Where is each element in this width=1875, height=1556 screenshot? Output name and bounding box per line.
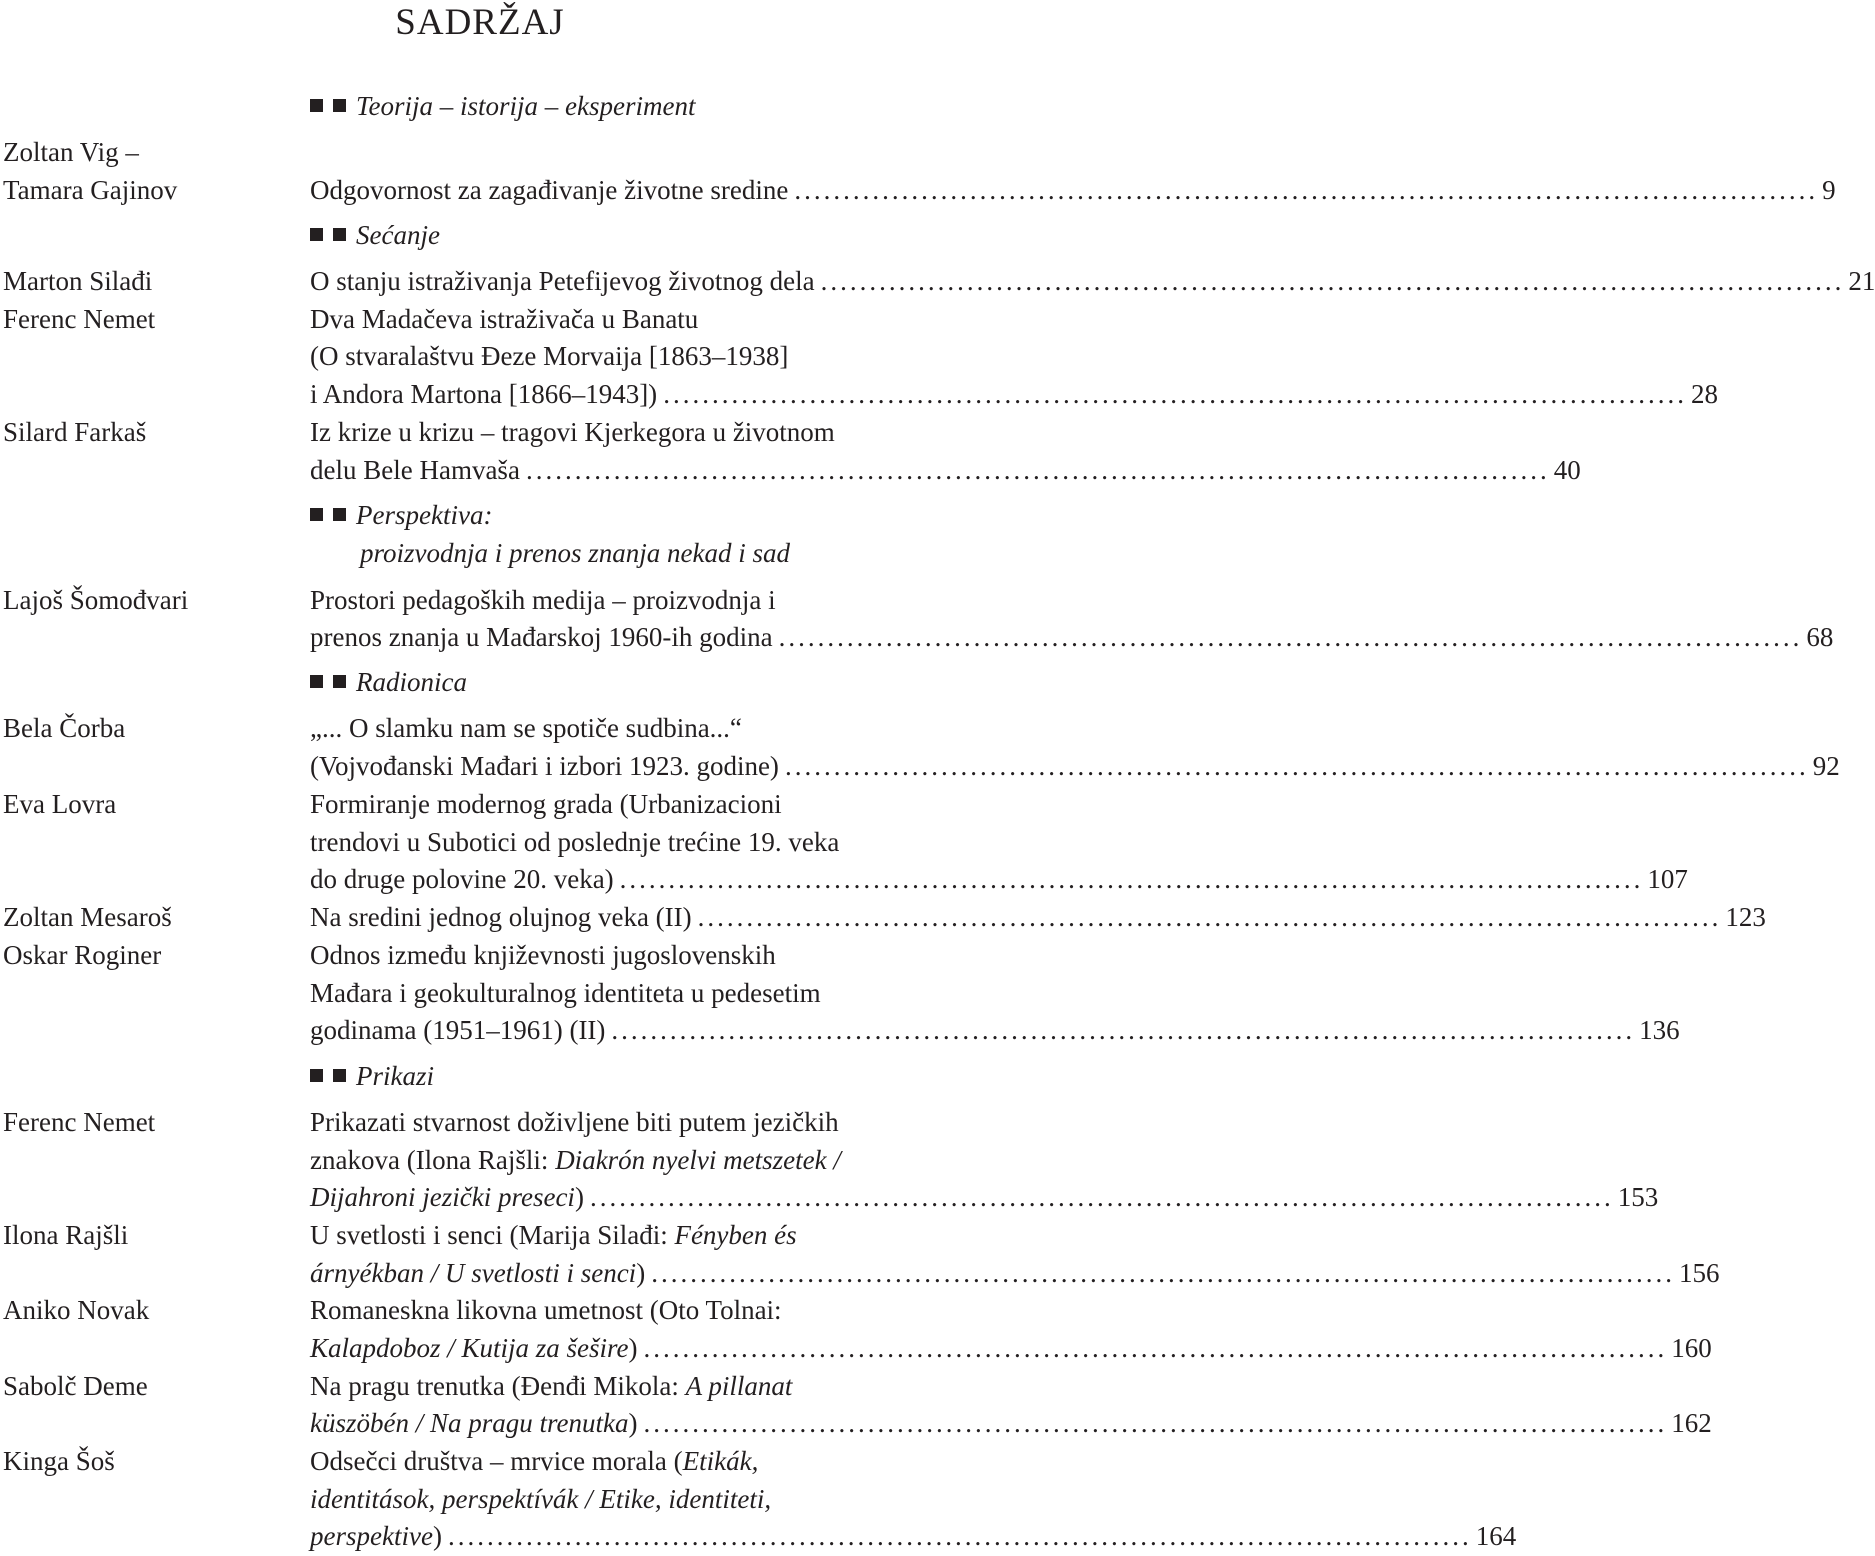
toc-entry[interactable] (310, 263, 1875, 299)
dot-leader: ......................................................................................................... (643, 1408, 1668, 1438)
entry-title: árnyékban / U svetlosti i senci) (310, 1258, 646, 1288)
author-name: Oskar Roginer (3, 940, 162, 970)
page-number: 153 (1617, 1182, 1659, 1212)
author-name: Ferenc Nemet (3, 304, 156, 334)
entry-title: Romaneskna likovna umetnost (Oto Tolnai: (310, 1295, 782, 1325)
toc-entry[interactable] (310, 748, 1840, 784)
dot-leader: ......................................................................................................... (663, 379, 1687, 409)
page-number: 162 (1671, 1408, 1712, 1438)
square-bullet-icon (333, 228, 346, 241)
page-number: 160 (1671, 1333, 1712, 1363)
author-name: Ilona Rajšli (3, 1220, 129, 1250)
entry-title: Na sredini jednog olujnog veka (II) (310, 902, 692, 932)
entry-title: Mađara i geokulturalnog identiteta u pedesetim (310, 978, 821, 1008)
section-heading (310, 497, 492, 533)
entry-title: Odgovornost za zagađivanje životne sredine (310, 175, 789, 205)
author-name: Zoltan Mesaroš (3, 902, 172, 932)
dot-leader: ......................................................................................................... (525, 455, 1550, 485)
page-number: 156 (1678, 1258, 1720, 1288)
section-label: Teorija – istorija – eksperiment (356, 91, 696, 121)
square-bullet-icon (333, 508, 346, 521)
toc-entry[interactable] (310, 1012, 1680, 1048)
dot-leader: ......................................................................................................... (651, 1258, 1675, 1288)
author-name: Sabolč Deme (3, 1371, 148, 1401)
section-label: Radionica (356, 667, 467, 697)
entry-title: Formiranje modernog grada (Urbanizacioni (310, 789, 782, 819)
entry-title: delu Bele Hamvaša (310, 455, 520, 485)
author-name: Marton Silađi (3, 266, 153, 296)
entry-title: godinama (1951–1961) (II) (310, 1015, 606, 1045)
square-bullet-icon (310, 675, 323, 688)
page-number: 21 (1848, 266, 1875, 296)
author-name: Silard Farkaš (3, 417, 147, 447)
author-name: Zoltan Vig – (3, 137, 139, 167)
square-bullet-icon (310, 1069, 323, 1082)
entry-title: Odnos između književnosti jugoslovenskih (310, 940, 776, 970)
dot-leader: ......................................................................................................... (697, 902, 1722, 932)
toc-entry[interactable] (310, 452, 1581, 488)
dot-leader: ......................................................................................................... (784, 751, 1809, 781)
author-name: Lajoš Šomođvari (3, 585, 189, 615)
square-bullet-icon (310, 228, 323, 241)
section-subheading: proizvodnja i prenos znanja nekad i sad (360, 538, 790, 568)
page-number: 9 (1822, 175, 1836, 205)
entry-title: „... O slamku nam se spotiče sudbina...“ (310, 713, 742, 743)
entry-title: perspektive) (310, 1521, 442, 1551)
page-number: 28 (1690, 379, 1718, 409)
entry-title: znakova (Ilona Rajšli: Diakrón nyelvi metszetek / (310, 1145, 841, 1175)
author-name: Kinga Šoš (3, 1446, 115, 1476)
section-heading (310, 217, 440, 253)
entry-title: Dijahroni jezički preseci) (310, 1182, 584, 1212)
toc-entry[interactable] (310, 619, 1834, 655)
dot-leader: ......................................................................................................... (447, 1521, 1472, 1551)
dot-leader: ......................................................................................................... (611, 1015, 1636, 1045)
entry-title: Kalapdoboz / Kutija za šešire) (310, 1333, 638, 1363)
section-heading (310, 664, 467, 700)
section-label: Sećanje (356, 220, 440, 250)
entry-title: trendovi u Subotici od poslednje trećine 19. veka (310, 827, 840, 857)
author-name: Tamara Gajinov (3, 175, 178, 205)
dot-leader: ......................................................................................................... (589, 1182, 1614, 1212)
page-number: 68 (1806, 622, 1834, 652)
section-label: Prikazi (356, 1061, 434, 1091)
author-name: Ferenc Nemet (3, 1107, 156, 1137)
square-bullet-icon (333, 99, 346, 112)
toc-entry[interactable] (310, 1179, 1659, 1215)
entry-title: Prostori pedagoških medija – proizvodnja i (310, 585, 776, 615)
entry-title: identitások, perspektívák / Etike, identiteti, (310, 1484, 772, 1514)
toc-entry[interactable] (310, 1405, 1712, 1441)
dot-leader: ......................................................................................................... (794, 175, 1819, 205)
page-number: 40 (1553, 455, 1581, 485)
entry-title: prenos znanja u Mađarskoj 1960-ih godina (310, 622, 773, 652)
entry-title: küszöbén / Na pragu trenutka) (310, 1408, 638, 1438)
entry-title: (O stvaralaštvu Đeze Morvaija [1863–1938] (310, 341, 789, 371)
toc-entry[interactable] (310, 861, 1688, 897)
dot-leader: ......................................................................................................... (643, 1333, 1668, 1363)
square-bullet-icon (333, 1069, 346, 1082)
author-name: Aniko Novak (3, 1295, 150, 1325)
dot-leader: ......................................................................................................... (820, 266, 1845, 296)
entry-title: i Andora Martona [1866–1943]) (310, 379, 658, 409)
page-number: 136 (1639, 1015, 1680, 1045)
square-bullet-icon (310, 508, 323, 521)
entry-title: Odsečci društva – mrvice morala (Etikák, (310, 1446, 759, 1476)
page-title: SADRŽAJ (395, 2, 565, 43)
entry-title: Prikazati stvarnost doživljene biti putem jezičkih (310, 1107, 839, 1137)
page-number: 123 (1725, 902, 1766, 932)
entry-title: do druge polovine 20. veka) (310, 864, 614, 894)
toc-entry[interactable] (310, 376, 1718, 412)
author-name: Bela Čorba (3, 713, 126, 743)
toc-entry[interactable] (310, 899, 1766, 935)
page-number: 92 (1812, 751, 1840, 781)
dot-leader: ......................................................................................................... (778, 622, 1803, 652)
toc-entry[interactable] (310, 1255, 1720, 1291)
section-label: Perspektiva: (356, 500, 493, 530)
square-bullet-icon (310, 99, 323, 112)
entry-title: U svetlosti i senci (Marija Silađi: Fényben és (310, 1220, 797, 1250)
section-heading (310, 88, 696, 124)
entry-title: (Vojvođanski Mađari i izbori 1923. godine) (310, 751, 779, 781)
toc-entry[interactable] (310, 1518, 1517, 1554)
page-number: 164 (1475, 1521, 1517, 1551)
page-number: 107 (1647, 864, 1688, 894)
entry-title: O stanju istraživanja Petefijevog životnog dela (310, 266, 815, 296)
entry-title: Iz krize u krizu – tragovi Kjerkegora u životnom (310, 417, 835, 447)
toc-entry[interactable] (310, 172, 1836, 208)
square-bullet-icon (333, 675, 346, 688)
entry-title: Dva Madačeva istraživača u Banatu (310, 304, 699, 334)
entry-title: Na pragu trenutka (Đenđi Mikola: A pillanat (310, 1371, 793, 1401)
toc-entry[interactable] (310, 1330, 1712, 1366)
section-heading (310, 1058, 434, 1094)
author-name: Eva Lovra (3, 789, 117, 819)
dot-leader: ......................................................................................................... (619, 864, 1644, 894)
